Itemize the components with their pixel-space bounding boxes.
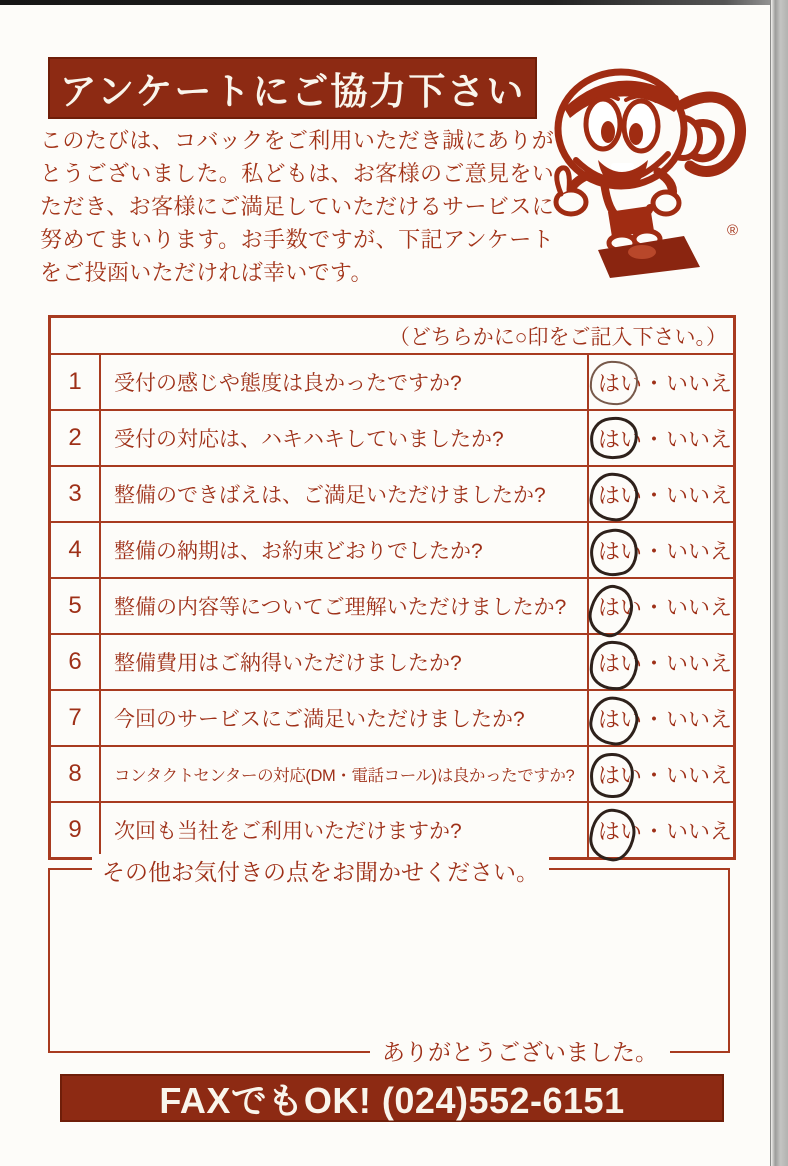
answer-yes-label: はい xyxy=(597,426,642,452)
survey-question-list xyxy=(50,354,735,859)
table-row xyxy=(50,802,735,859)
scan-edge-right xyxy=(770,0,788,1166)
question-number: 5 xyxy=(50,578,101,634)
comment-box-label: その他お気付きの点をお聞かせください。 xyxy=(92,854,549,887)
question-number: 3 xyxy=(50,466,101,522)
answer-yes-label: はい xyxy=(597,706,642,732)
answer-cell xyxy=(588,466,735,522)
fax-banner xyxy=(60,1074,724,1122)
question-number: 6 xyxy=(50,634,101,690)
answer-yes-label: はい xyxy=(597,482,642,508)
survey-instruction: （どちらかに○印をご記入下さい。） xyxy=(50,317,735,355)
answer-separator: ・ xyxy=(642,538,665,564)
answer-separator: ・ xyxy=(642,706,665,732)
answer-option-yes[interactable] xyxy=(598,647,642,678)
question-number: 2 xyxy=(50,410,101,466)
answer-option-no[interactable]: いいえ xyxy=(665,706,732,732)
answer-cell xyxy=(588,522,735,578)
table-row xyxy=(50,690,735,746)
question-text: 受付の感じや態度は良かったですか? xyxy=(100,354,588,410)
answer-option-yes[interactable] xyxy=(598,703,642,734)
kobac-monkey-mascot xyxy=(546,44,756,279)
question-text: 整備の内容等についてご理解いただけましたか? xyxy=(100,578,588,634)
answer-separator: ・ xyxy=(642,370,665,396)
answer-separator: ・ xyxy=(642,762,665,788)
answer-separator: ・ xyxy=(642,482,665,508)
answer-option-yes[interactable] xyxy=(598,759,642,790)
monkey-illustration xyxy=(546,44,751,279)
answer-option-yes[interactable] xyxy=(598,591,642,622)
comment-box[interactable] xyxy=(48,859,730,1065)
survey-table xyxy=(48,315,736,860)
table-row xyxy=(50,634,735,690)
question-text: 受付の対応は、ハキハキしていましたか? xyxy=(100,410,588,466)
question-number: 9 xyxy=(50,802,101,859)
question-text: 今回のサービスにご満足いただけましたか? xyxy=(100,690,588,746)
answer-option-no[interactable]: いいえ xyxy=(665,482,732,508)
answer-option-no[interactable]: いいえ xyxy=(665,650,732,676)
registered-trademark: ® xyxy=(726,222,738,239)
answer-option-no[interactable]: いいえ xyxy=(665,370,732,396)
table-row xyxy=(50,522,735,578)
answer-cell xyxy=(588,410,735,466)
answer-separator: ・ xyxy=(642,426,665,452)
table-row xyxy=(50,578,735,634)
question-number: 8 xyxy=(50,746,101,802)
answer-yes-label: はい xyxy=(597,818,642,844)
thanks-text: ありがとうございました。 xyxy=(370,1034,670,1067)
answer-option-no[interactable]: いいえ xyxy=(665,594,732,620)
answer-option-yes[interactable] xyxy=(598,423,642,454)
answer-option-no[interactable]: いいえ xyxy=(665,426,732,452)
answer-option-yes[interactable] xyxy=(598,815,642,846)
scan-edge-top xyxy=(0,0,788,5)
answer-cell xyxy=(588,354,735,410)
answer-option-no[interactable]: いいえ xyxy=(665,762,732,788)
instruction-row xyxy=(50,317,735,355)
table-row xyxy=(50,466,735,522)
question-text: 整備のできばえは、ご満足いただけましたか? xyxy=(100,466,588,522)
answer-option-no[interactable]: いいえ xyxy=(665,818,732,844)
answer-cell xyxy=(588,578,735,634)
answer-cell xyxy=(588,746,735,802)
answer-option-yes[interactable] xyxy=(598,535,642,566)
question-number: 7 xyxy=(50,690,101,746)
table-row xyxy=(50,354,735,410)
answer-separator: ・ xyxy=(642,650,665,676)
answer-cell xyxy=(588,690,735,746)
answer-option-yes[interactable] xyxy=(598,367,642,398)
answer-yes-label: はい xyxy=(597,762,642,788)
fax-number-text: FAXでもOK! (024)552-6151 xyxy=(159,1079,625,1121)
question-text: 次回も当社をご利用いただけますか? xyxy=(100,802,588,859)
table-row xyxy=(50,746,735,802)
answer-option-yes[interactable] xyxy=(598,479,642,510)
intro-text: このたびは、コバックをご利用いただき誠にありがとうございました。私どもは、お客様のご意見をいただき、お客様にご満足していただけるサービスに努めてまいります。お手数ですが、下記アンケートをご投函いただければ幸いです。 xyxy=(40,128,554,285)
title-banner xyxy=(48,57,537,119)
answer-yes-label: はい xyxy=(597,538,642,564)
question-text: 整備費用はご納得いただけましたか? xyxy=(100,634,588,690)
answer-cell xyxy=(588,802,735,859)
question-number: 1 xyxy=(50,354,101,410)
answer-yes-label: はい xyxy=(597,650,642,676)
question-number: 4 xyxy=(50,522,101,578)
question-text: 整備の納期は、お約束どおりでしたか? xyxy=(100,522,588,578)
question-text: コンタクトセンターの対応(DM・電話コール)は良かったですか? xyxy=(100,746,588,802)
answer-option-no[interactable]: いいえ xyxy=(665,538,732,564)
answer-yes-label: はい xyxy=(597,594,642,620)
answer-separator: ・ xyxy=(642,594,665,620)
table-row xyxy=(50,410,735,466)
answer-separator: ・ xyxy=(642,818,665,844)
answer-cell xyxy=(588,634,735,690)
answer-yes-label: はい xyxy=(597,370,642,396)
page-title: アンケートにご協力下さい xyxy=(59,71,526,112)
